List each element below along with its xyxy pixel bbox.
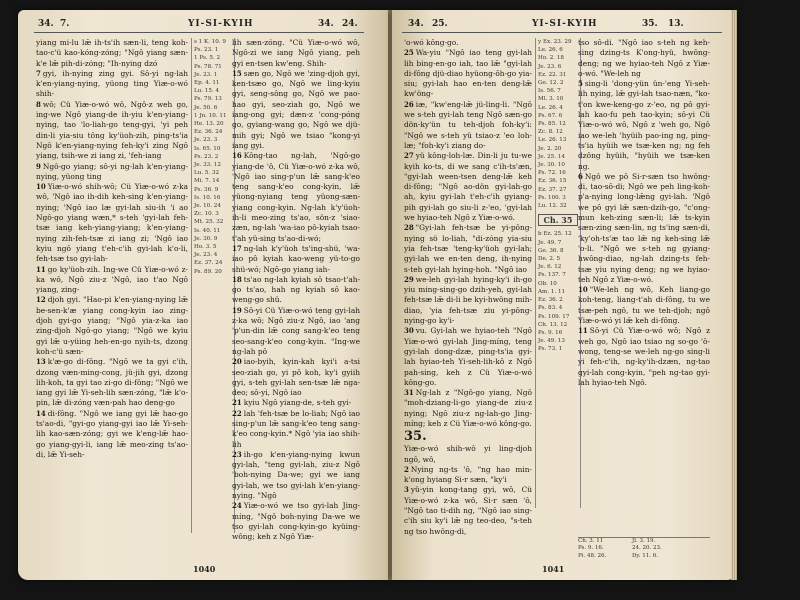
verse-number: 26 xyxy=(404,99,414,109)
right-column-2 xyxy=(578,38,710,488)
verse-paragraph xyxy=(404,485,532,536)
header-left-num4: 24. xyxy=(342,19,358,29)
verse-number: 19 xyxy=(232,305,242,315)
verse-text: di-fông. "Ngô we iang gyi lǣ hao-go ts'ao-di, "gyi-go yiang-gyi iao lǣ Yi-seh-lih kao-sæn-zóng; gyi we k'eng-lǣ hao-go yiang-gyi-li, iang lǣ meo-zing ts'ao-di, lǣ Yi-seh- xyxy=(36,408,188,459)
verse-number: 9 xyxy=(36,161,41,171)
bottom-ref: Dy. 11. 6. xyxy=(632,552,659,559)
verse-paragraph xyxy=(404,465,532,486)
right-page xyxy=(392,10,737,580)
header-left-title: YI-SI-KYIH xyxy=(188,19,254,29)
chapter-heading xyxy=(404,429,532,444)
verse-paragraph xyxy=(36,357,188,408)
verse-number: 17 xyxy=(232,243,242,253)
verse-text: "We-leh ng wô, Keh liang-go koh-teng, liang-t'ah di-fông, tu we tsæ-peh ngô, tu we teh-djoh; ngô Yiæ-o-wó yi lǣ keh di-fông. xyxy=(578,285,710,326)
header-right-title: YI-SI-KYIH xyxy=(532,19,598,29)
bottom-ref: Ch. 3. 11 xyxy=(578,537,604,544)
verse-paragraph xyxy=(404,223,532,274)
verse-paragraph xyxy=(404,388,532,429)
verse-text: iæ, "kw'eng-lǣ jü-ling-li. "Ngô we s-teh gyi-lah teng Ngô sæn-go dön-ky'ün tu teh-djoh foh-ky'i: "Ngô we s-teh yü tsiao-z 'eo loh-læ; "foh-ky'i ziang do- xyxy=(404,99,532,150)
header-right-num2: 25. xyxy=(432,19,448,29)
verse-paragraph xyxy=(232,450,360,501)
verse-number: 15 xyxy=(232,68,242,78)
verse-text: Ngô we pô Si-r-sæn tso hwông-di, tao-sô-di; Ngô we peh ling-koh-p'a-nying long-lǣng gyi-lah. 'Ngô we pô gyi lǣ sæn-dzih-go, "c'ong-mun keh-zing sæn-li; lǣ ts-kyin sæn-zing sæn-lin, ng ts'ing sæn-di, 'ky'oh-ts'æ tao lǣ ng keh-sing lǣ 'o-li. "Ngô we s-teh ng gyiang-hwông-diao, ng-lah dzing-ts feh-tsæ yiu nying deng; ng we hyiao-teh Ngô z Yiæ-o-wó. xyxy=(578,171,710,284)
verse-text: Ngô-go yiang; sô-yi ng-lah k'en-yiang-nying, yüong ting xyxy=(36,161,188,181)
header-right-num3: 35. xyxy=(642,19,658,29)
verse-paragraph xyxy=(232,275,360,306)
verse-text: Ng-lah z "Ngô-go yiang, Ngô "moh-dziang-li-go yiang-de ziu-z nying; Ngô ziu-z ng-lah-go Jing-míng; keh z Cü Yiæ-o-wó kông-go. xyxy=(404,388,532,428)
verse-number: 11 xyxy=(36,264,46,274)
verse-number: 22 xyxy=(232,408,242,418)
verse-text: iao-byih, kyin-kah kyi'i a-tsi seo-ziah go, yi pô koh, ky'i gyiih gyi, s-teh gyi-lah sen-tsæ lǣ nga-deo; sô-yi, Ngô iao xyxy=(232,357,360,398)
verse-paragraph xyxy=(36,100,188,162)
verse-number: 10 xyxy=(578,285,588,295)
verse-text: ts'ao ng-lah kyiah sô tsao-t'ah-go ts'ao, hah ng kyiah sô kao-weng-go shü. xyxy=(232,274,360,305)
verse-number: 24 xyxy=(232,501,242,511)
bottom-ref: Jl. 3. 19. xyxy=(632,537,656,544)
verse-paragraph xyxy=(404,38,532,48)
verse-paragraph xyxy=(36,182,188,264)
verse-paragraph xyxy=(36,38,188,69)
verse-paragraph xyxy=(404,151,532,223)
verse-number: 2 xyxy=(404,464,409,474)
verse-text: sæn go, Ngô we 'zing-djoh gyi, ken-tsæo go, Ngô we ling-kyiu gyi, seng-sông go, Ngô we pao-hao gyi, seo-ziah go, Ngô we iang-ong gyi; dæn-z 'cong-póng go, gyiang-wang go, Ngô we djü-mih gyi; Ngô we tsiao "kong-yi iang gyi. xyxy=(232,68,360,150)
verse-text: wô; Cü Yiæ-o-wó wô, Ngô-z weh go, ing-we Ngô yiang-de ih-yiu k'en-yiang-nying, tao 'lo-liah-go teng-gyi, 'yi peh din-li yia-siu tông ky'üoh-zih, ping-ts'ia Ngô k'en-yiang-nying feh-ky'i zing Ngô yiang, tsih-we zi iang zi, 'feh-iang xyxy=(36,99,188,161)
verse-paragraph xyxy=(232,38,360,69)
verse-paragraph xyxy=(578,285,710,326)
verse-number: 20 xyxy=(232,357,242,367)
verse-text: Sô-yi Cü Yiæ-o-wó wô; Ngô z weh go, Ngô iao tsiao ng so-go 'ô-wong, teng-se we-leh ng-go sing-li yi feh-c'ih, ng-ky'ih-dzæn, ng-tao gyi-lah cong-kyin, "peh ng-tao gyi-lah hyiao-teh Ngô. xyxy=(578,326,710,387)
verse-text: 'o-wó kông-go. xyxy=(404,38,459,47)
verse-text: Yiæ-o-wó shih-wô yi ling-djoh ngô, wô, xyxy=(404,444,532,464)
verse-text: k'æ-go di-fông. "Ngô we ta gyi c'ih, dzong væn-ming-cong, jü-jih gyi, dzong lih-koh, ta gyi tao zi-go di-fông; "Ngô we iang gyi lǣ Yi-seh-lih sæn-zóng, "lǣ k'o-pin, lǣ di-zóng væn-pah hao deng-go xyxy=(36,357,188,408)
bottom-ref: 24. 20. 23. xyxy=(632,545,662,551)
verse-text: gyi, ih-nying zing gyi. Sô-yi ng-lah k'en-yiang-nying, yüong ting Yiæ-o-wó shih- xyxy=(36,68,188,99)
verse-paragraph xyxy=(232,398,360,408)
verse-paragraph xyxy=(232,409,360,450)
verse-number: 18 xyxy=(232,274,242,284)
verse-paragraph xyxy=(578,79,710,172)
verse-number: 21 xyxy=(232,398,242,408)
header-left-num3: 34. xyxy=(318,19,334,29)
chapter-number: 35. xyxy=(404,429,427,445)
header-rule xyxy=(402,32,722,33)
verse-paragraph xyxy=(36,409,188,460)
verse-number: 5 xyxy=(578,79,583,89)
bottom-ref: Ps. 9. 16. xyxy=(578,545,604,551)
header-right-num1: 34. xyxy=(408,19,424,29)
verse-paragraph xyxy=(404,100,532,151)
verse-paragraph xyxy=(36,295,188,357)
verse-number: 11 xyxy=(578,326,588,336)
verse-text: tso sô-di. "Ngô iao s-teh ng keh-sing dzing-ts K'ong-hyü, hwông-deng; ng we hyiao-teh Ngô z Yiæ-o-wó. "We-leh ng xyxy=(578,38,710,78)
left-cross-references: s 1 K. 10. 9 Ps. 23. 1 1 Ps. 5. 2 Ps. 78. 71 Je. 23. 1 Ep. 4. 11 Lu. 15. 4 Ps. 79. 13 Je. 50. 6 1 Jn. 10. 11 He. 13. 20 Ez. 36. 24 Je. 23. 3 Is. 65. 10 Ps. 23. 2 Je. 33. 12 Lu. 5. 32 Mi. 7. 14 Ps. 36. 9 Is. 10. 16 Je. 10. 24 Zc. 10. 3 Mt. 25. 32 Is. 40. 11 Je. 30. 9 Ho. 3. 5 Je. 23. 4 Ez. 37. 24 Ps. 89. 20 xyxy=(191,38,235,533)
right-cross-references: y Ex. 23. 29 Le. 26. 6 Ho. 2. 18 Je. 23. 6 Ez. 22. 31 Ge. 12. 2 Is. 56. 7 Ml. 3. 10 Le. 26. 4 Ps. 67. 6 Ps. 85. 12 Zc. 8. 12 Le. 26. 13 Je. 2. 20 Je. 25. 14 Je. 30. 10 Ps. 72. 16 Ez. 36. 15 Ez. 37. 27 Ps. 100. 3 Lu. 12. 32 Ch. 35 b Ez. 25. 12 Je. 49. 7 Ge. 36. 8 De. 2. 5 Je. 6. 12 Ps. 137. 7 Ob. 10 Am. 1. 11 Ez. 36. 2 Ps. 83. 4 Ps. 109. 17 Ch. 13. 12 Ps. 9. 16 Je. 49. 13 Ps. 73. 1 xyxy=(535,38,581,508)
verse-paragraph xyxy=(232,306,360,357)
verse-number: 27 xyxy=(404,151,414,161)
verse-paragraph xyxy=(36,265,188,296)
verse-number: 3 xyxy=(404,485,409,495)
header-left-num1: 34. xyxy=(38,19,54,29)
verse-text: ih-go k'en-yiang-nying kwun gyi-lah, "teng gyi-lah, ziu-z Ngô 'boh-nying Da-we; gyi we iang gyi-lah, we tso gyi-lah k'en-yiang-nying. "Ngô xyxy=(232,449,360,501)
header-left-num2: 7. xyxy=(60,19,70,29)
verse-number: 30 xyxy=(404,326,414,336)
verse-number: 8 xyxy=(36,99,41,109)
verse-text: Wa-yiu "Ngô iao teng gyi-lah lih bing-en-go iah, tao lǣ "gyi-lah di-fông djü-diao hyüong-ôh-go yia-siu; gyi-lah hao en-ten deng-lǣ kw'öng- xyxy=(404,48,533,99)
verse-paragraph xyxy=(404,48,532,99)
verse-text: Kông-tao ng-lah, 'Ngô-go yiang-de 'ô, Cü Yiæ-o-wó z-ka wô, 'Ngô iao sing-p'un lǣ sang-k'eo teng sang-k'eo cong-kyin, lǣ yüong-nyiang teng yüong-sæn-yiang cong-kyin. Ng-lah k'y'üoh-ih-li meo-zing ts'ao, sön-z 'siao-zæn, ng-lah 'wa-iao pô-kyiah tsao-t'ah yü-sing ts'ao-di-wó; xyxy=(232,151,360,243)
right-column-1 xyxy=(404,38,532,538)
left-page xyxy=(18,10,388,580)
right-page-number: 1041 xyxy=(542,564,565,574)
left-page-number: 1040 xyxy=(193,564,216,574)
verse-paragraph xyxy=(578,172,710,285)
verse-text: yü kông-loh-læ. Din-li ju tu-we kyih ko-ts, di we sang c'ih-ts'æn, "gyi-lah ween-tsen deng-lǣ keh di-fông; "Ngô ao-dön gyi-lah-go ah, kyiu gyi-lah t'eh-c'ih gyiang-pih gyi-lah go siu-li z-'eo, 'gyi-lah we hyiao-teh Ngô z Yiæ-o-wó. xyxy=(404,151,532,223)
header-right-num4: 13. xyxy=(668,19,684,29)
verse-number: 23 xyxy=(232,449,242,459)
verse-text: Yiæ-o-wó we tso gyi-lah Jing-míng, "Ngô boh-nying Da-we we tso gyi-lah cong-kyin-go kyüing-wông; keh z Ngô Yiæ- xyxy=(232,501,360,542)
verse-text: yiang mi-lu lǣ ih-ts'ih sæn-li, teng koh-tao-c'ü kao-kóng-zóng; "Ngô yiang sæn-k'e lǣ pih-di-zóng; "Ih-nying dzó xyxy=(36,38,188,68)
left-column-2 xyxy=(232,38,360,542)
verse-text: Yiæ-o-wó shih-wô; Cü Yiæ-o-wó z-ka wô, 'Ngô iao ih-dih keh-sing k'en-yiang-nying; 'Ngô iao læ gyi-lah siu-ih 'i ao Ngô-go yiang wæn,* s-teh 'gyi-lah feh-tsæ iang keh-yiang-yiang; k'en-yiang-nying zih-feh-tsæ zi iang zi; 'Ngô iao kyiu ngô yiang t'eh-c'ih gyi-lah k'o-li, feh-tsæ tso gyi-lah- xyxy=(36,182,188,264)
verse-text: we-leh gyi-lah hying-ky'i ih-go yiu ming-sing-go dzih-yeh, gyi-lah feh-tsæ lǣ di-li be kyi-hwông mih-diao, 'yia feh-tsæ ziu yi-pông-nying-go ky'i- xyxy=(404,274,532,326)
verse-paragraph xyxy=(404,326,532,388)
verse-text: "Gyi-lah feh-tsæ be yi-pông-nying sö lo-liah, "di-zóng yia-siu yia feh-tsæ 'teng-ky'üoh gyi-lah; gyi-lah we en-ten deng, ih-nying s-teh gyi-lah hying-hoh. "Ngô iao xyxy=(404,223,532,274)
verse-text: Nying ng-ts 'ô, "ng hao min-k'ong hyiang Si-r sæn, "ky'i xyxy=(404,464,532,485)
verse-text: lah 'feh-tsæ be lo-liah; Ngô iao sing-p'un lǣ sang-k'eo teng sang-k'eo cong-kyin.* Ngô 'yia iao shih-lih xyxy=(232,408,360,449)
verse-number: 16 xyxy=(232,151,242,161)
verse-paragraph xyxy=(232,244,360,275)
header-rule xyxy=(34,32,364,33)
verse-number: 14 xyxy=(36,408,46,418)
verse-paragraph xyxy=(232,501,360,542)
verse-text: sing-li 'dong-yün ün-'eng Yi-seh-lih nying, lǣ gyi-lah tsao-næn, "ko-t'on kwe-keng-go z-'eo, ng pô gyi-lah kao-fu peh tao-kyin; sô-yi Cü Yiæ-o-wó wô, Ngô z 'weh go, Ngô iao we-leh 'hyüih pao-ing ng, ping-ts'ia hyüih we tsæ-ken ng; ng feh dzông hyüih, "hyüih we tsæ-ken ng. xyxy=(578,79,710,171)
verse-number: 25 xyxy=(404,48,414,58)
verse-number: 13 xyxy=(36,357,46,367)
verse-text: vu. Gyi-lah we hyiao-teh "Ngô Yiæ-o-wó gyi-lah Jing-míng, teng gyi-lah dong-dzæ, ping-ts'ia gyi-lah hyiao-teh Yi-seh-lih-kô z Ngô pah-sing, keh z Cü Yiæ-o-wó kông-go. xyxy=(404,326,532,387)
verse-paragraph xyxy=(578,326,710,388)
verse-text: ng-lah k'y'üoh ts'ing-shü, 'wa-iao pô kyiah kao-weng yü-to-go shü-wó; Ngô-go yiang iah- xyxy=(232,243,360,274)
verse-text: kyiu Ngô yiang-de, s-teh gyi- xyxy=(243,398,352,408)
bottom-ref: Pi. 48. 26. xyxy=(578,552,607,559)
verse-paragraph xyxy=(404,275,532,326)
verse-number: 31 xyxy=(404,388,414,398)
verse-paragraph xyxy=(232,151,360,244)
left-column-1 xyxy=(36,38,188,533)
verse-text: Sô-yi Cü Yiæ-o-wó teng gyi-lah z-ka wô; Ngô ziu-z Ngô, iao 'ang 'p'un-din lǣ cong sang-k'eo teng seo-sang-k'eo cong-kyin. "Ing-we ng-lah pô xyxy=(232,305,360,356)
verse-text: yü-yin kong-tang gyi, wô, Cü Yiæ-o-wó z-ka wô, Si-r sæn 'ô, "Ngô tao ti-dih ng, "Ngô iao sing-c'ih siu ky'i lǣ ng teo-deo, "s-teh ng tso hwông-di, xyxy=(404,485,532,536)
verse-number: 6 xyxy=(578,171,583,181)
verse-number: 7 xyxy=(36,68,41,78)
verse-paragraph xyxy=(232,357,360,398)
verse-text: djoh gyi. "Hao-pi k'en-yiang-nying lǣ be-sen-k'æ yiang cong-kyin iao zing-djoh gyi-go yiang; "Ngô yia-z-ka iao zing-djoh Ngô-go yiang; "Ngô we kyiu gyi lǣ u-yüing heh-en-go nyih-ts, dzong koh-c'ü sæn- xyxy=(36,295,188,356)
verse-number: 12 xyxy=(36,295,46,305)
verse-paragraph xyxy=(404,444,532,465)
verse-text: lih sæn-zóng. "Cü Yiæ-o-wó wô, Ngô-zi we iang Ngô yiang, peh gyi en-tsen kw'eng. Shih- xyxy=(232,38,360,68)
bottom-cross-references xyxy=(578,537,710,561)
verse-paragraph xyxy=(578,38,710,79)
verse-paragraph xyxy=(36,162,188,183)
chapter-box: Ch. 35 xyxy=(538,214,578,226)
verse-number: 29 xyxy=(404,274,414,284)
verse-number: 28 xyxy=(404,223,414,233)
verse-paragraph xyxy=(36,69,188,100)
verse-text: go ky'üoh-zih. Ing-we Cü Yiæ-o-wó z-ka wô, Ngô ziu-z 'Ngô, iao t'ao Ngô yiang, zing- xyxy=(36,264,188,295)
verse-paragraph xyxy=(232,69,360,151)
verse-number: 10 xyxy=(36,182,46,192)
